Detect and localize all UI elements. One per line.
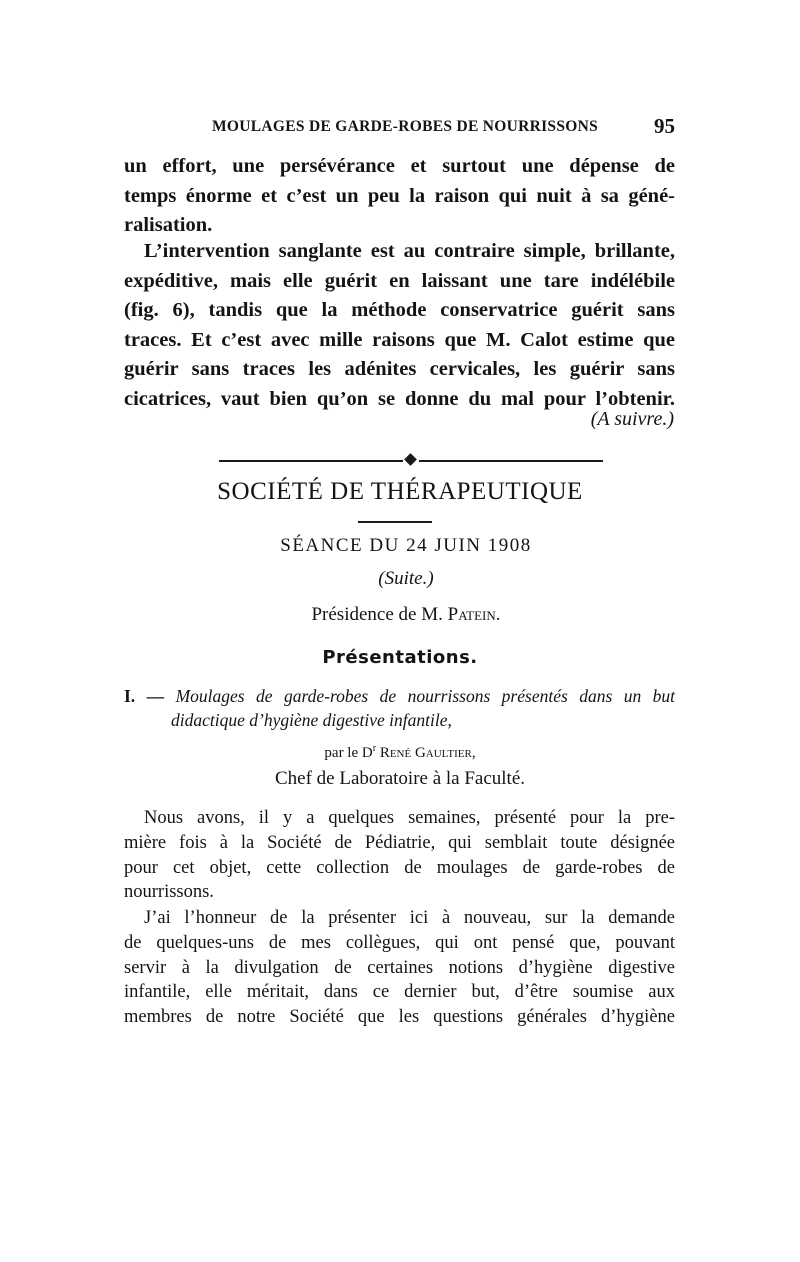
text-line: nourrissons. [124,882,214,903]
page-number: 95 [654,114,675,138]
separator-line-right [419,460,603,462]
section-separator [219,455,603,467]
item-heading [124,684,675,732]
text-line: guérir sans traces les adénites cervicales, les guérir sans [124,358,675,380]
session-date: SÉANCE DU 24 JUIN 1908 [280,535,532,556]
text-line: Nous avons, il y a quelques semaines, présenté pour la pre- [144,808,675,828]
text-line: infantile, elle méritait, dans ce dernier but, d’être soumise aux [124,982,675,1003]
text-line: de quelques-uns de mes collègues, qui ont pensé que, pouvant [124,932,675,953]
byline-sup: r [372,743,377,754]
text-line: ralisation. [124,214,213,236]
author-affiliation: Chef de Laboratoire à la Faculté. [274,768,526,789]
intro-paragraph [124,237,675,414]
item-title-line1: Moulages de garde-robes de nourrissons présentés dans un but [175,686,676,706]
title-rule [358,521,432,523]
text-line: traces. Et c’est avec mille raisons que M. Calot estime que [124,328,675,351]
text-line: mière fois à la Société de Pédiatrie, qui semblait toute désignée [124,832,675,853]
item-title-line2: didactique d’hygiène digestive infantile, [171,710,452,730]
suite-note: (Suite.) [378,568,434,589]
society-title: SOCIÉTÉ DE THÉRAPEUTIQUE [217,478,583,505]
text-line: L’intervention sanglante est au contraire simple, brillante, [144,240,675,262]
presidence-prefix: Présidence de M. [311,604,443,625]
byline [0,743,800,762]
presidence-suffix: . [495,604,501,625]
author-name: René Gaultier [379,745,472,761]
byline-prefix: par le D [324,745,373,761]
text-line: un effort, une persévérance et surtout une dépense de [124,155,675,177]
text-line: expéditive, mais elle guérit en laissant une tare indélébile [124,269,675,292]
body-paragraph [124,906,675,1030]
text-line: J’ai l’honneur de la présenter ici à nouveau, sur la demande [144,908,675,928]
text-line: membres de notre Société que les questions générales d’hygiène [124,1007,675,1028]
running-head [124,114,675,138]
to-be-continued-note: (A suivre.) [590,408,674,430]
section-heading: Présentations. [322,647,478,668]
text-line: temps énorme et c’est un peu la raison qui nuit à sa géné- [124,184,675,207]
running-title: MOULAGES DE GARDE-ROBES DE NOURRISSONS [212,118,599,135]
text-line: servir à la divulgation de certaines notions d’hygiène digestive [124,957,675,978]
text-line: cicatrices, vaut bien qu’on se donne du mal pour l’obtenir. [124,387,675,410]
item-number: I. — [124,686,165,706]
item-heading-line [124,684,675,708]
diamond-ornament-icon [404,453,417,466]
byline-suffix: , [471,745,476,761]
intro-paragraph [124,152,675,241]
presidence-line [0,604,800,626]
body-paragraph [124,806,675,905]
president-name: Patein [447,604,496,625]
separator-line-left [219,460,403,462]
text-line: (fig. 6), tandis que la méthode conservatrice guérit sans [124,299,675,321]
text-line: pour cet objet, cette collection de moulages de garde-robes de [124,857,675,878]
